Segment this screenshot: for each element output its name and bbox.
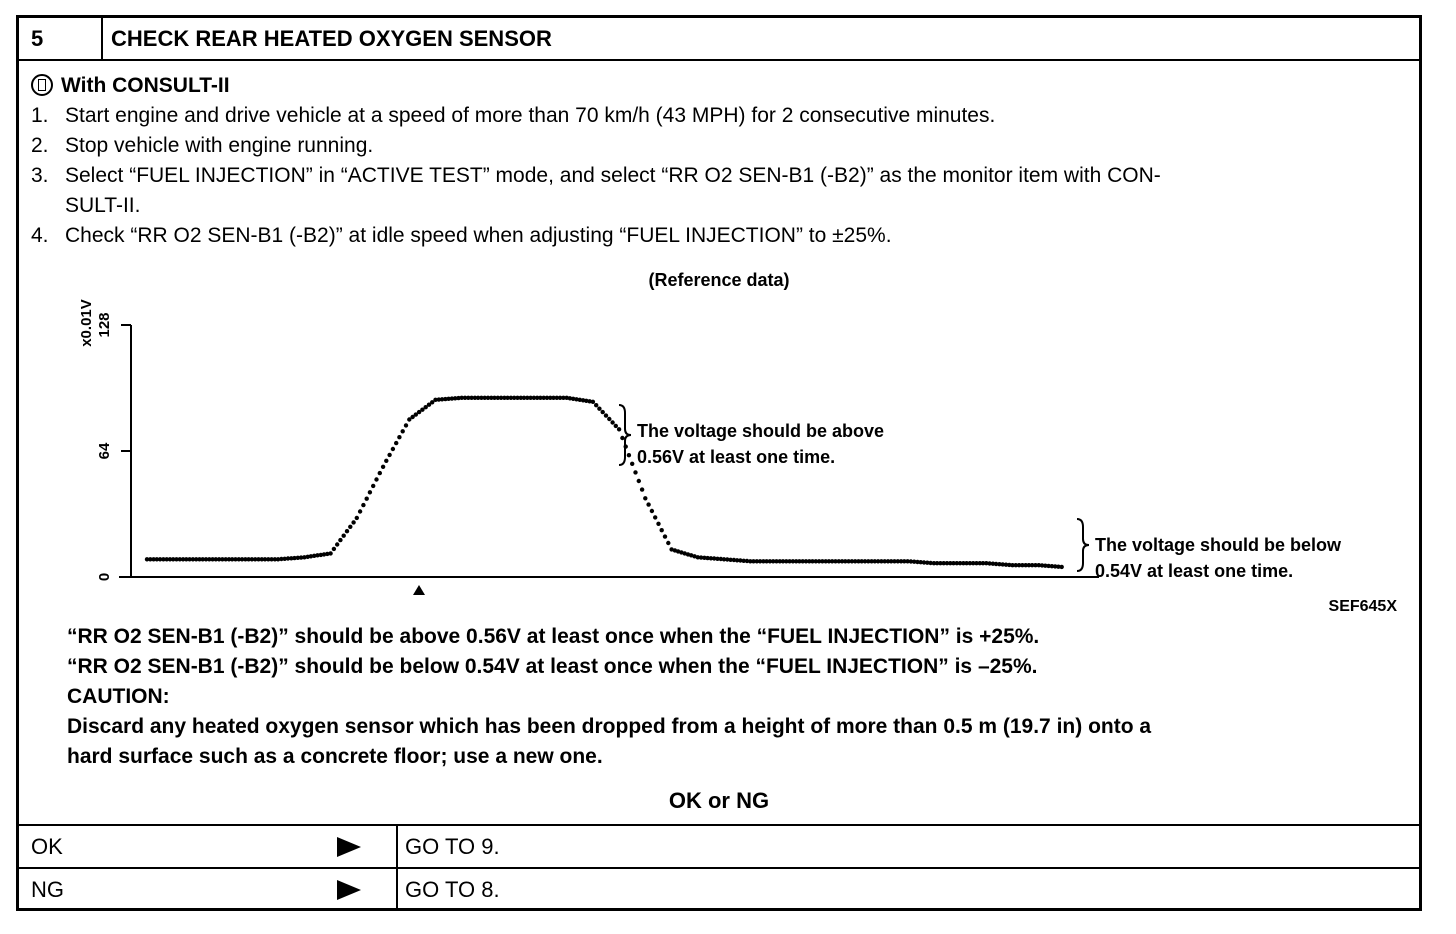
trace-point bbox=[394, 441, 398, 445]
trace-point bbox=[351, 520, 355, 524]
trace-point bbox=[1060, 565, 1064, 569]
trace-point bbox=[374, 477, 378, 481]
lower-annotation-line1: The voltage should be below bbox=[1095, 535, 1342, 555]
trace-point bbox=[397, 435, 401, 439]
lower-annotation-line2: 0.54V at least one time. bbox=[1095, 561, 1294, 581]
trace-point bbox=[384, 459, 388, 463]
trace-point bbox=[381, 465, 385, 469]
trace-point bbox=[660, 528, 664, 532]
note-below: “RR O2 SEN-B1 (-B2)” should be below 0.54V at least once when the “FUEL INJECTION” is –25%. bbox=[67, 655, 1038, 678]
trace-point bbox=[627, 453, 631, 457]
result-label: NG bbox=[31, 877, 64, 902]
trace-point bbox=[663, 534, 667, 538]
test-start-marker-icon bbox=[413, 585, 425, 595]
lower-brace-icon bbox=[1077, 519, 1089, 571]
column-divider bbox=[396, 869, 398, 910]
result-label: OK bbox=[31, 834, 63, 859]
step-2 bbox=[31, 134, 373, 158]
step-number-label: 3. bbox=[31, 164, 49, 187]
upper-annotation-line2: 0.56V at least one time. bbox=[637, 447, 836, 467]
step-3-continuation: SULT-II. bbox=[65, 194, 141, 217]
result-row-ok bbox=[19, 824, 1419, 867]
trace-point bbox=[371, 484, 375, 488]
procedure-title: CHECK REAR HEATED OXYGEN SENSOR bbox=[111, 26, 552, 51]
trace-point bbox=[365, 497, 369, 501]
trace-point bbox=[335, 542, 339, 546]
step-text: Check “RR O2 SEN-B1 (-B2)” at idle speed when adjusting “FUEL INJECTION” to ±25%. bbox=[65, 224, 892, 247]
figure-id: SEF645X bbox=[1328, 598, 1397, 615]
trace-point bbox=[650, 509, 654, 513]
trace-point bbox=[640, 487, 644, 491]
caution-text-line2: hard surface such as a concrete floor; use a new one. bbox=[67, 745, 603, 768]
diagnostic-procedure-frame bbox=[16, 15, 1422, 911]
caution-text-line1: Discard any heated oxygen sensor which has been dropped from a height of more than 0.5 m (19.7 in) onto a bbox=[67, 715, 1152, 738]
trace-point bbox=[614, 424, 618, 428]
y-axis-unit-label: x0.01V bbox=[78, 299, 95, 347]
caution-heading: CAUTION: bbox=[67, 685, 170, 708]
trace-point bbox=[653, 515, 657, 519]
consult-tool-icon bbox=[31, 74, 53, 96]
trace-point bbox=[666, 541, 670, 545]
trace-point bbox=[345, 529, 349, 533]
trace-point bbox=[368, 490, 372, 494]
trace-point bbox=[404, 423, 408, 427]
trace-point bbox=[355, 516, 359, 520]
reference-data-label: (Reference data) bbox=[648, 270, 790, 290]
upper-annotation-line1: The voltage should be above bbox=[637, 421, 885, 441]
trace-point bbox=[637, 479, 641, 483]
arrow-right-icon bbox=[337, 880, 361, 900]
arrow-right-icon bbox=[337, 837, 361, 857]
step-number: 5 bbox=[19, 18, 103, 59]
trace-point bbox=[633, 470, 637, 474]
trace-point bbox=[604, 413, 608, 417]
trace-point bbox=[597, 407, 601, 411]
trace-point bbox=[378, 471, 382, 475]
judgement-notes bbox=[67, 622, 1407, 772]
step-number-label: 1. bbox=[31, 104, 49, 127]
step-text: Stop vehicle with engine running. bbox=[65, 134, 374, 157]
trace-point bbox=[610, 420, 614, 424]
consult-label: With CONSULT-II bbox=[61, 74, 230, 97]
trace-point bbox=[391, 447, 395, 451]
result-row-ng bbox=[19, 867, 1419, 910]
trace-point bbox=[617, 427, 621, 431]
result-action: GO TO 8. bbox=[405, 877, 500, 902]
trace-point bbox=[348, 525, 352, 529]
step-4 bbox=[31, 224, 892, 248]
y-tick-label-0: 0 bbox=[96, 572, 113, 582]
y-tick-label-128: 128 bbox=[96, 312, 113, 338]
trace-point bbox=[328, 551, 332, 555]
ok-or-ng-label: OK or NG bbox=[668, 788, 770, 813]
y-tick-label-64: 64 bbox=[96, 442, 113, 460]
voltage-trace bbox=[145, 396, 1064, 569]
trace-point bbox=[401, 429, 405, 433]
trace-point bbox=[387, 453, 391, 457]
trace-point bbox=[361, 503, 365, 507]
procedure-header bbox=[19, 18, 1419, 61]
trace-point bbox=[601, 410, 605, 414]
trace-point bbox=[342, 534, 346, 538]
trace-point bbox=[594, 403, 598, 407]
trace-point bbox=[643, 496, 647, 500]
step-1 bbox=[31, 104, 995, 128]
trace-point bbox=[630, 462, 634, 466]
trace-point bbox=[620, 436, 624, 440]
step-number-label: 4. bbox=[31, 224, 49, 247]
trace-point bbox=[607, 417, 611, 421]
trace-point bbox=[338, 538, 342, 542]
trace-point bbox=[332, 547, 336, 551]
trace-point bbox=[591, 400, 595, 404]
trace-point bbox=[646, 502, 650, 506]
step-text: Start engine and drive vehicle at a speed of more than 70 km/h (43 MPH) for 2 consecutive minutes. bbox=[65, 104, 996, 127]
result-action: GO TO 9. bbox=[405, 834, 500, 859]
consult-heading bbox=[31, 74, 230, 98]
column-divider bbox=[396, 826, 398, 867]
note-above: “RR O2 SEN-B1 (-B2)” should be above 0.56V at least once when the “FUEL INJECTION” is +25%. bbox=[67, 625, 1040, 648]
o2-sensor-voltage-chart bbox=[59, 293, 1419, 603]
step-number-label: 2. bbox=[31, 134, 49, 157]
step-3 bbox=[31, 164, 1161, 188]
trace-point bbox=[358, 509, 362, 513]
trace-point bbox=[656, 522, 660, 526]
step-text: Select “FUEL INJECTION” in “ACTIVE TEST” mode, and select “RR O2 SEN-B1 (-B2)” as the monitor item with CON- bbox=[65, 164, 1161, 187]
